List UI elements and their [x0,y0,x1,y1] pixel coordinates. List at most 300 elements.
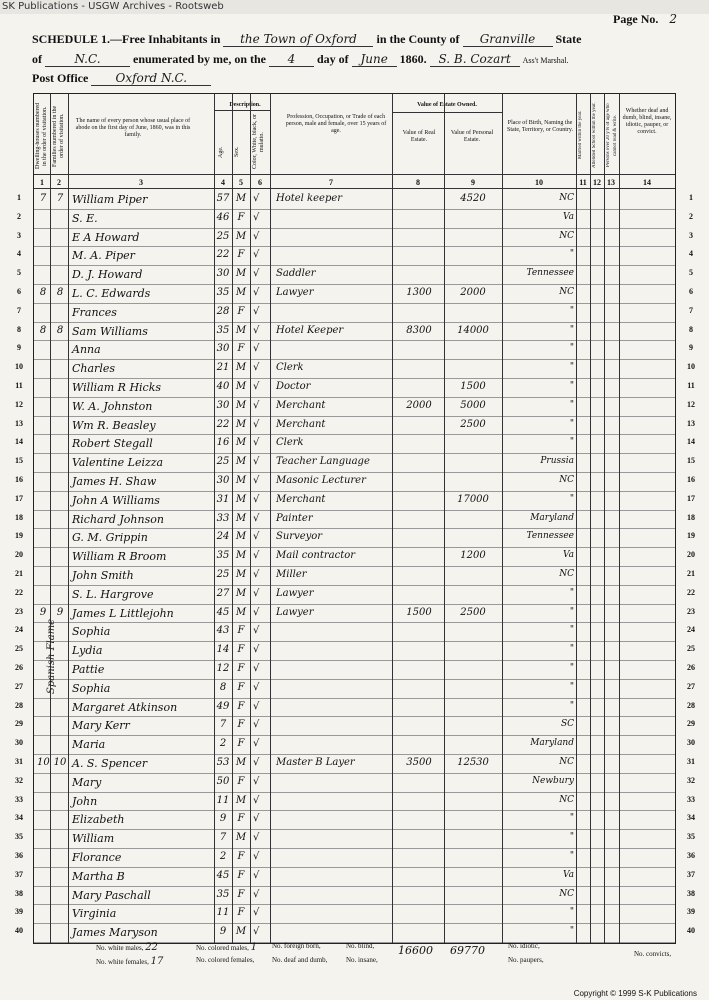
row-number-right: 37 [687,869,695,879]
person-name: John Smith [72,569,134,582]
person-occupation: Surveyor [276,531,323,543]
row-number-right: 6 [689,287,693,296]
dwelling-number: 9 [39,606,47,618]
person-sex: F [237,869,245,881]
color-check-mark: √ [253,550,260,562]
column-divider [232,94,233,943]
row-number-left: 34 [15,813,23,823]
person-sex: M [235,794,247,806]
person-name: Sophia [72,625,111,639]
row-number-right: 31 [687,757,695,766]
person-age: 22 [216,249,230,261]
day-field: 4 [269,52,314,67]
col-header-sex: Sex. [234,146,240,158]
row-number-left: 13 [15,418,23,428]
person-age: 25 [216,230,230,242]
margin-note: Spanish Flame [46,618,57,694]
personal-estate-value: 1500 [460,381,486,392]
row-rule [34,547,675,548]
birthplace: " [569,305,574,316]
person-name: William R Hicks [72,381,162,394]
person-age: 46 [216,211,230,223]
footer-colored-females: No. colored females, [196,956,255,964]
subheader-rule [214,110,270,111]
row-number-right: 5 [689,268,693,278]
column-divider [502,94,503,943]
real-estate-value: 8300 [406,324,432,336]
family-number: 9 [56,606,64,618]
row-number-right: 21 [687,569,695,578]
footer-convicts: No. convicts, [634,950,672,958]
row-number-right: 14 [687,437,695,447]
color-check-mark: √ [253,399,260,411]
total-personal-estate: 69770 [450,944,485,957]
person-name: Mary Paschall [72,888,151,902]
person-age: 30 [216,399,230,411]
row-number-left: 27 [15,681,23,691]
row-rule [34,773,675,774]
color-check-mark: √ [253,305,260,317]
colored-males-label: No. colored males, [196,944,249,952]
color-check-mark: √ [253,456,260,468]
person-sex: F [237,249,245,261]
column-number: 6 [258,178,262,187]
row-rule [34,867,675,868]
row-number-left: 3 [17,230,21,240]
footer-paupers: No. paupers, [508,956,544,964]
col-header-estate: Value of Estate Owned. [417,102,477,108]
birthplace: " [569,663,574,673]
person-sex: F [237,681,245,693]
row-number-left: 28 [15,700,23,710]
row-number-right: 4 [689,249,693,259]
birthplace: SC [560,719,574,730]
row-rule [34,886,675,887]
row-rule [34,378,675,379]
row-number-left: 33 [15,794,23,804]
person-sex: M [235,456,247,468]
personal-estate-value: 2500 [460,418,486,430]
row-number-right: 35 [687,832,695,842]
row-number-left: 10 [15,362,23,372]
schedule-header-line-2 [32,52,569,67]
person-name: Elizabeth [72,813,125,827]
col-header-married: Married within the year. [578,110,583,160]
column-number: 12 [593,178,601,187]
color-check-mark: √ [253,775,260,787]
person-name: John A Williams [72,493,160,507]
page-number [613,12,677,27]
person-age: 45 [216,869,230,881]
post-office-field: Oxford N.C. [91,71,211,86]
personal-estate-value: 14000 [457,324,489,336]
color-check-mark: √ [253,719,260,731]
person-sex: M [235,399,247,411]
row-number-right: 16 [687,475,695,484]
color-check-mark: √ [253,813,260,825]
person-sex: M [235,493,247,505]
person-sex: F [237,775,245,787]
row-rule [34,923,675,924]
person-name: Mary [72,775,102,789]
footer-insane: No. insane, [346,956,378,964]
column-divider [590,94,591,943]
person-name: Valentine Leizza [72,456,164,470]
row-number-left: 19 [15,531,23,541]
row-rule [34,792,675,793]
birthplace: NC [559,230,574,241]
birthplace: " [569,418,574,429]
row-rule [34,284,675,285]
row-number-right: 26 [687,663,695,672]
person-sex: M [235,418,247,430]
row-rule [34,322,675,323]
row-number-left: 36 [15,851,23,860]
birthplace: Maryland [530,512,574,523]
row-rule [34,604,675,605]
column-number: 2 [57,178,61,187]
page-number-label: Page No. [613,12,659,26]
column-number-rule [34,188,675,189]
family-number: 7 [56,193,64,204]
row-number-left: 12 [15,399,23,409]
marshal-label: Ass't Marshal. [522,56,569,65]
color-check-mark: √ [253,700,260,712]
row-rule [34,528,675,529]
white-females-label: No. white females, [96,958,149,966]
real-estate-value: 3500 [406,757,432,768]
colored-males-value: 1 [250,942,257,953]
birthplace: " [569,399,574,410]
person-name: D. J. Howard [72,268,143,282]
row-number-right: 33 [687,794,695,804]
birthplace: " [569,381,574,391]
row-rule [34,904,675,905]
census-table [15,93,695,944]
real-estate-value: 1300 [406,287,432,298]
person-name: Pattie [72,663,105,676]
person-age: 25 [216,456,230,468]
row-rule [34,641,675,642]
person-name: William [72,832,115,846]
birthplace: Va [562,211,574,222]
person-sex: F [237,907,245,919]
white-males-label: No. white males, [96,944,144,952]
birthplace: NC [559,193,574,203]
row-number-left: 17 [15,493,23,503]
person-sex: M [235,832,247,844]
row-number-left: 32 [15,775,23,785]
birthplace: " [569,907,574,918]
person-age: 25 [216,569,230,580]
subheader-rule [392,112,502,113]
color-check-mark: √ [253,681,260,693]
row-rule [34,735,675,736]
color-check-mark: √ [253,757,260,768]
footer-white-males [96,942,158,953]
person-name: L. C. Edwards [72,287,151,300]
row-rule [34,810,675,811]
person-age: 12 [216,663,230,674]
person-occupation: Merchant [276,399,326,411]
person-age: 7 [219,719,227,731]
person-age: 49 [216,700,230,712]
post-office-label: Post Office [32,71,89,85]
row-rule [34,397,675,398]
person-age: 45 [216,606,230,618]
birthplace: " [569,343,574,354]
person-name: William Piper [72,193,148,206]
person-sex: M [235,512,247,524]
person-age: 30 [216,268,230,280]
personal-estate-value: 2500 [460,606,486,618]
marshal-field: S. B. Cozart [430,52,520,67]
person-name: Richard Johnson [72,512,164,526]
row-rule [34,359,675,360]
column-number: 5 [239,178,243,187]
birthplace: NC [559,888,574,899]
color-check-mark: √ [253,851,260,862]
row-rule [34,228,675,229]
color-check-mark: √ [253,475,260,486]
personal-estate-value: 12530 [457,757,489,768]
birthplace: NC [559,475,574,485]
row-number-left: 11 [15,381,23,390]
person-name: M. A. Piper [72,249,135,263]
schedule-header-line-1 [32,32,582,47]
column-number: 3 [139,178,143,187]
of-label: of [32,52,42,66]
person-name: G. M. Grippin [72,531,148,545]
birthplace: NC [559,287,574,297]
person-age: 9 [219,813,227,825]
person-age: 9 [219,926,227,938]
row-rule [34,246,675,247]
row-rule [34,698,675,699]
state-label: State [555,32,582,46]
color-check-mark: √ [253,644,260,656]
col-header-illiterate: Persons over 20 y'rs of age who cannot read & write. [606,103,618,167]
person-occupation: Clerk [276,437,304,449]
column-divider [619,94,620,943]
row-number-left: 1 [17,193,21,202]
row-number-right: 23 [687,606,695,616]
person-age: 40 [216,381,230,392]
person-age: 7 [219,832,227,844]
col-header-name: The name of every person whose usual place of abode on the first day of June, 1860, was in this family. [75,118,191,138]
color-check-mark: √ [253,587,260,599]
row-number-left: 38 [15,888,23,898]
person-age: 31 [216,493,230,505]
color-check-mark: √ [253,869,260,881]
row-rule [34,209,675,210]
birthplace: " [569,587,574,598]
color-check-mark: √ [253,211,260,223]
row-number-right: 19 [687,531,695,541]
enumerated-label: enumerated by me, on the [133,52,266,66]
white-females-value: 17 [150,956,164,967]
row-number-right: 30 [687,738,695,748]
person-age: 2 [219,851,227,862]
birthplace: " [569,625,574,636]
column-number: 10 [535,178,543,187]
person-occupation: Hotel Keeper [276,324,344,336]
birthplace: " [569,832,574,843]
row-number-right: 7 [689,305,693,315]
row-number-left: 22 [15,587,23,597]
person-occupation: Lawyer [276,606,314,618]
row-number-right: 20 [687,550,695,560]
dwelling-number: 8 [39,324,47,336]
row-number-left: 23 [15,606,23,616]
person-age: 16 [216,437,230,449]
birthplace: " [569,851,574,861]
person-name: James H. Shaw [72,475,157,488]
family-number: 8 [56,287,64,298]
column-number: 14 [643,178,651,187]
person-occupation: Hotel keeper [276,193,343,204]
row-number-right: 3 [689,230,693,240]
person-name: S. L. Hargrove [72,587,154,601]
birthplace: NC [559,757,574,767]
person-age: 43 [216,625,230,637]
row-number-right: 36 [687,851,695,860]
birthplace: " [569,362,574,373]
col-header-school: Attended School within the year. [592,102,597,168]
row-rule [34,303,675,304]
row-number-right: 18 [687,512,695,522]
birthplace: " [569,926,574,937]
person-name: E A Howard [72,230,140,244]
birthplace: Va [562,550,574,561]
birthplace: " [569,813,574,824]
person-sex: M [235,475,247,486]
row-rule [34,660,675,661]
person-age: 2 [219,738,227,750]
person-age: 50 [216,775,230,787]
col-header-dwelling: Dwelling-houses numbered in the order of visitation. [35,102,48,170]
person-age: 35 [216,888,230,900]
person-name: A. S. Spencer [72,757,148,770]
row-rule [34,754,675,755]
personal-estate-value: 1200 [460,550,486,562]
column-number: 7 [329,178,333,187]
row-rule [34,434,675,435]
person-age: 57 [216,193,230,204]
person-occupation: Saddler [276,268,316,280]
row-number-right: 12 [687,399,695,409]
row-number-left: 14 [15,437,23,447]
person-sex: F [237,719,245,731]
person-name: Florance [72,851,122,864]
person-sex: F [237,813,245,825]
row-number-left: 2 [17,211,21,221]
page-number-value: 2 [669,12,677,26]
col-header-color: Color, White, black, or mulatto. [252,114,265,170]
person-occupation: Masonic Lecturer [276,475,366,486]
row-number-right: 22 [687,587,695,597]
color-check-mark: √ [253,625,260,637]
column-number: 8 [416,178,420,187]
personal-estate-value: 4520 [460,193,486,204]
person-name: Lydia [72,644,103,658]
row-rule [34,829,675,830]
birthplace: Va [562,869,574,880]
birthplace: " [569,700,574,711]
row-rule [34,340,675,341]
row-rule [34,585,675,586]
day-of-label: day of [316,52,349,66]
row-number-right: 11 [687,381,695,390]
color-check-mark: √ [253,569,260,580]
row-number-left: 8 [17,324,21,334]
town-field: the Town of Oxford [223,32,373,47]
person-sex: M [235,362,247,374]
person-name: Sam Williams [72,324,148,338]
color-check-mark: √ [253,287,260,298]
birthplace: " [569,249,574,260]
color-check-mark: √ [253,606,260,618]
color-check-mark: √ [253,193,260,204]
row-number-right: 13 [687,418,695,428]
color-check-mark: √ [253,832,260,844]
person-name: Martha B [72,869,125,883]
row-number-left: 16 [15,475,23,484]
row-number-left: 25 [15,644,23,654]
person-sex: M [235,550,247,562]
person-age: 11 [216,907,230,919]
birthplace: " [569,606,574,617]
row-number-right: 15 [687,456,695,466]
birthplace: " [569,644,574,655]
person-name: John [72,794,98,808]
person-sex: M [235,193,247,204]
row-rule [34,566,675,567]
person-name: Maria [72,738,106,752]
family-number: 8 [56,324,64,336]
column-number: 11 [579,178,587,187]
col-header-personal-estate: Value of Personal Estate. [450,130,494,143]
row-rule [34,622,675,623]
row-number-right: 27 [687,681,695,691]
person-occupation: Merchant [276,493,326,505]
person-occupation: Teacher Language [276,456,370,468]
row-number-right: 32 [687,775,695,785]
person-sex: M [235,606,247,618]
row-number-left: 24 [15,625,23,635]
color-check-mark: √ [253,926,260,938]
person-occupation: Painter [276,512,313,524]
person-sex: F [237,305,245,317]
person-sex: F [237,888,245,900]
person-name: Wm R. Beasley [72,418,156,432]
column-divider [50,94,51,943]
birthplace: " [569,437,574,448]
person-occupation: Lawyer [276,287,314,298]
column-number: 1 [40,178,44,187]
color-check-mark: √ [253,324,260,336]
person-name: James L Littlejohn [72,606,174,620]
color-check-mark: √ [253,512,260,524]
person-sex: M [235,324,247,336]
county-field: Granville [463,32,553,47]
person-age: 21 [216,362,230,374]
column-divider [68,94,69,943]
year-label: 1860. [399,52,427,66]
row-number-left: 31 [15,757,23,766]
schedule-title: SCHEDULE 1.—Free Inhabitants in [32,32,221,46]
footer-deaf-dumb: No. deaf and dumb, [272,956,328,964]
